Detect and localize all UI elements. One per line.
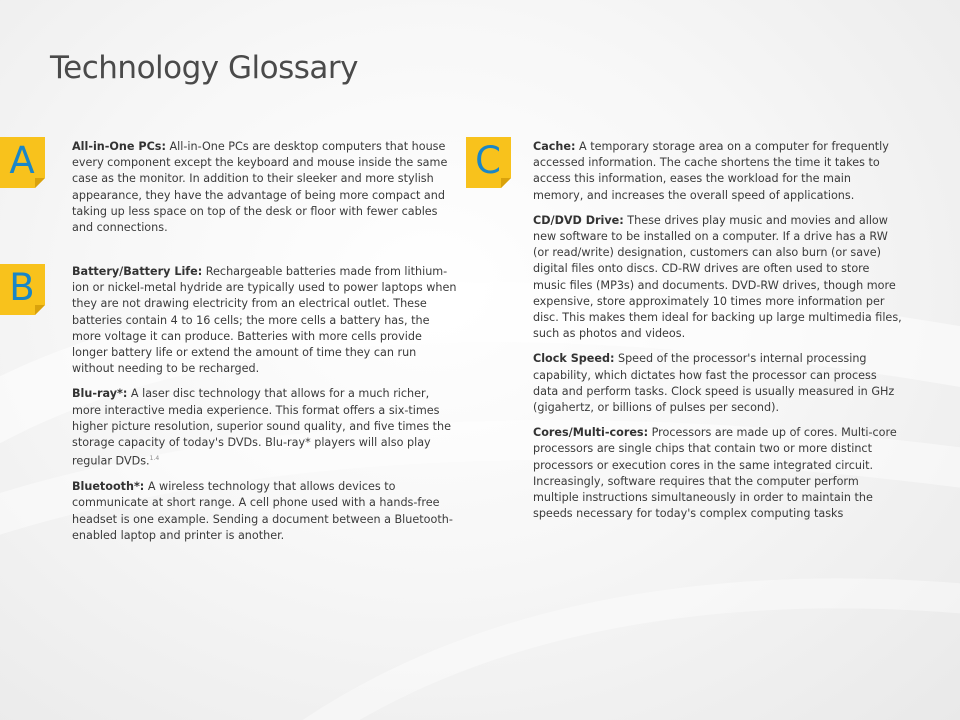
section-c [533, 139, 903, 531]
glossary-entry-cache [533, 139, 903, 204]
entry-definition: A laser disc technology that allows for a much richer, more interactive media experience. This format offers a six-times higher picture resolution, superior sound quality, and five times the storage capacity of today's DVDs. Blu-ray* players will also play regular DVDs. [72, 387, 451, 468]
entry-term: Clock Speed: [533, 352, 615, 366]
entry-definition: All-in-One PCs are desktop computers that house every component except the keyboard and mouse inside the same case as the monitor. In addition to their sleeker and more stylish appearance, they have the advantage of being more compact and taking up less space on top of the desk or floor with fewer cables and connections. [72, 140, 448, 235]
entry-definition: A wireless technology that allows devices to communicate at short range. A cell phone used with a hands-free headset is one example. Sending a document between a Bluetooth-enabled laptop and printer is another. [72, 480, 453, 542]
entry-term: CD/DVD Drive: [533, 213, 624, 227]
entry-term: Cores/Multi-cores: [533, 426, 649, 440]
glossary-entry-cores [533, 425, 903, 522]
section-letter: C [475, 139, 501, 182]
entry-term: All-in-One PCs: [72, 140, 166, 153]
entry-definition: Speed of the processor's internal processing capability, which dictates how fast the processor can process data and perform tasks. Clock speed is usually measured in GHz (gigahertz, or billions of pulses per second). [533, 352, 895, 415]
letter-tab-b [0, 264, 56, 316]
section-letter: B [9, 266, 35, 309]
glossary-entry-bluetooth [72, 479, 457, 544]
entry-definition: These drives play music and movies and allow new software to be installed on a computer. If a drive has a RW (or read/write) designation, customers can also burn (or save) digital files onto discs. CD-RW drives are often used to store music files (MP3s) and documents. DVD-RW drives, though more expensive, store approximately 10 times more information per disc. This makes them ideal for backing up large multimedia files, such as photos and videos. [533, 213, 902, 341]
glossary-entry-cd-dvd-drive [533, 213, 903, 343]
letter-tab-a [0, 137, 56, 189]
page-title: Technology Glossary [50, 50, 358, 86]
footnote-marker: 1.4 [149, 455, 160, 463]
entry-definition: Rechargeable batteries made from lithium-ion or nickel-metal hydride are typically used to power laptops when they are not drawing electricity from an electrical outlet. These batteries contain 4 to 16 cells; the more cells a battery has, the more voltage it can produce. Batteries with more cells provide longer battery life or extend the amount of time they can run without needing to be recharged. [72, 265, 457, 376]
glossary-entry-blu-ray [72, 386, 457, 470]
glossary-entry-battery [72, 264, 457, 377]
entry-term: Blu-ray*: [72, 387, 128, 401]
section-a [72, 139, 457, 245]
section-b [72, 264, 457, 553]
entry-definition: A temporary storage area on a computer for frequently accessed information. The cache shortens the time it takes to access this information, eases the workload for the main memory, and increases the overall speed of applications. [533, 140, 889, 202]
section-letter: A [9, 139, 35, 182]
glossary-entry-clock-speed [533, 351, 903, 416]
entry-term: Cache: [533, 140, 576, 153]
entry-term: Battery/Battery Life: [72, 265, 203, 278]
entry-term: Bluetooth*: [72, 480, 145, 494]
letter-tab-c [466, 137, 522, 189]
glossary-entry-all-in-one [72, 139, 457, 236]
entry-definition: Processors are made up of cores. Multi-core processors are single chips that contain two or more distinct processors or execution cores in the same integrated circuit. Increasingly, software requires that the computer perform multiple instructions simultaneously in order to maintain the speeds necessary for today's complex computing tasks [533, 426, 897, 521]
